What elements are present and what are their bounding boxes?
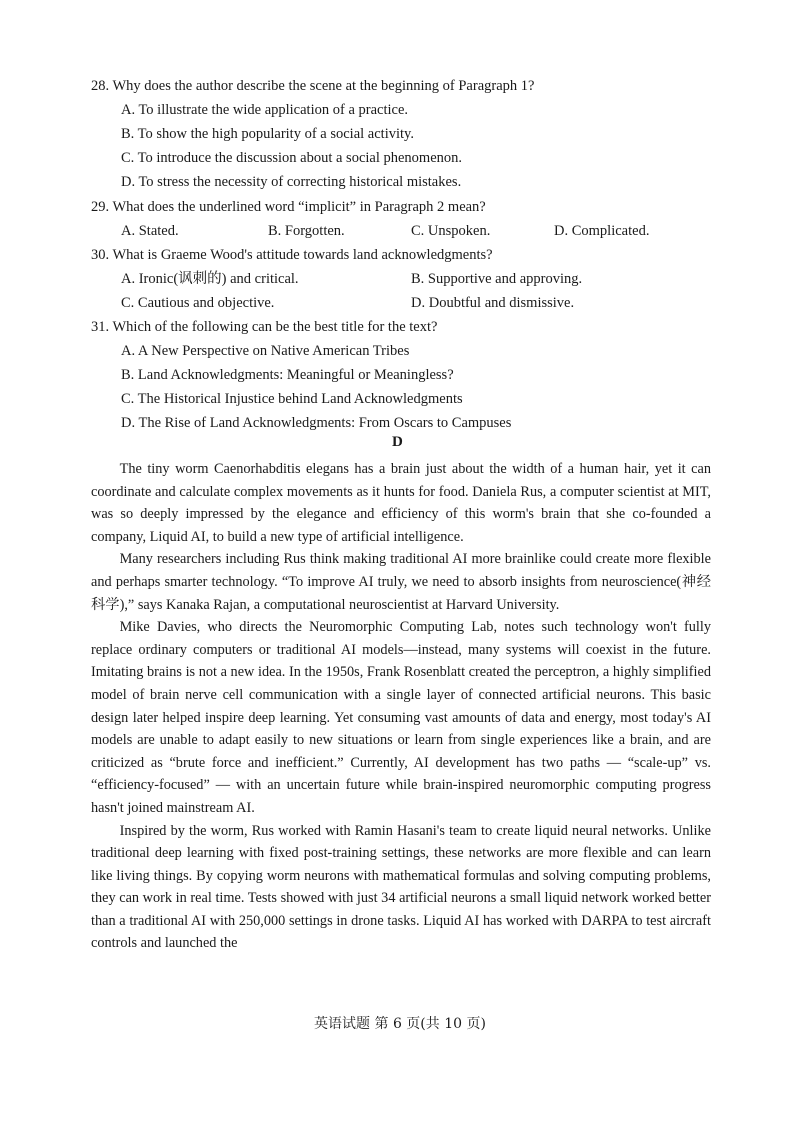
option-31-c: C. The Historical Injustice behind Land Acknowledgments: [121, 391, 463, 407]
option-28-b: B. To show the high popularity of a social activity.: [121, 126, 414, 142]
question-stem: Why does the author describe the scene at the beginning of Paragraph 1?: [112, 78, 535, 94]
option-28-d: D. To stress the necessity of correcting historical mistakes.: [121, 174, 462, 190]
passage-paragraph-1: The tiny worm Caenorhabditis elegans has a brain just about the width of a human hair, yet it can coordinate and calculate complex movements as it hunts for food. Daniela Rus, a computer scientist at MIT, was so deeply impressed by the elegance and efficiency of this worm's brain that she co-founded a company, Liquid AI, to build a new type of artificial intelligence.: [91, 461, 711, 545]
option-28-c: C. To introduce the discussion about a social phenomenon.: [121, 150, 463, 166]
passage-paragraph-2: Many researchers including Rus think making traditional AI more brainlike could create more flexible and perhaps smarter technology. “To improve AI truly, we need to absorb insights from neuroscience(神经科学),” says Kanaka Rajan, a computational neuroscientist at Harvard University.: [91, 551, 711, 613]
option-29-a: A. Stated.: [121, 223, 179, 239]
question-number: 29.: [91, 199, 110, 215]
question-number: 31.: [91, 319, 110, 335]
option-30-d: D. Doubtful and dismissive.: [411, 295, 575, 311]
question-number: 28.: [91, 78, 110, 94]
section-label: D: [392, 434, 403, 450]
option-31-a: A. A New Perspective on Native American Tribes: [121, 343, 410, 359]
question-31: [91, 317, 437, 337]
question-30: [91, 245, 493, 265]
question-stem: Which of the following can be the best title for the text?: [112, 319, 438, 335]
option-30-b: B. Supportive and approving.: [411, 271, 583, 287]
page-footer: 英语试题 第 6 页(共 10 页): [314, 1016, 486, 1032]
option-29-b: B. Forgotten.: [268, 223, 345, 239]
question-stem: What is Graeme Wood's attitude towards land acknowledgments?: [112, 247, 493, 263]
option-30-a: A. Ironic(讽刺的) and critical.: [121, 271, 299, 287]
question-stem: What does the underlined word “implicit” in Paragraph 2 mean?: [112, 199, 486, 215]
passage: [91, 458, 711, 955]
question-28: [91, 76, 534, 96]
option-28-a: A. To illustrate the wide application of a practice.: [121, 102, 409, 118]
question-number: 30.: [91, 247, 110, 263]
option-29-c: C. Unspoken.: [411, 223, 491, 239]
option-29-d: D. Complicated.: [554, 223, 650, 239]
option-31-b: B. Land Acknowledgments: Meaningful or Meaningless?: [121, 367, 454, 383]
option-30-c: C. Cautious and objective.: [121, 295, 275, 311]
passage-paragraph-3: Mike Davies, who directs the Neuromorphic Computing Lab, notes such technology won't fully replace ordinary computers or traditional AI models—instead, many systems will coexist in the future. Imitating brains is not a new idea. In the 1950s, Frank Rosenblatt created the perceptron, a highly simplified model of brain nerve cell communication with a single layer of connected artificial neurons. This basic design later helped inspire deep learning. Yet consuming vast amounts of data and energy, most today's AI models are unable to adapt easily to new situations or learn from single experiences like a brain, and are criticized as “brute force and inefficient.” Currently, AI development has two paths — “scale-up” vs. “efficiency-focused” — with an uncertain future while brain-inspired neuromorphic computing progress hasn't joined mainstream AI.: [91, 619, 711, 816]
passage-paragraph-4: Inspired by the worm, Rus worked with Ramin Hasani's team to create liquid neural networks. Unlike traditional deep learning with fixed post-training settings, these networks are more flexible and can learn like living things. By copying worm neurons with mathematical formulas and solving computing problems, they can work in real time. Tests showed with just 34 artificial neurons a small liquid network worked better than a traditional AI with 250,000 settings in drone tasks. Liquid AI has worked with DARPA to test aircraft controls and launched the: [91, 822, 711, 952]
option-31-d: D. The Rise of Land Acknowledgments: From Oscars to Campuses: [121, 415, 512, 431]
question-29: [91, 197, 486, 217]
